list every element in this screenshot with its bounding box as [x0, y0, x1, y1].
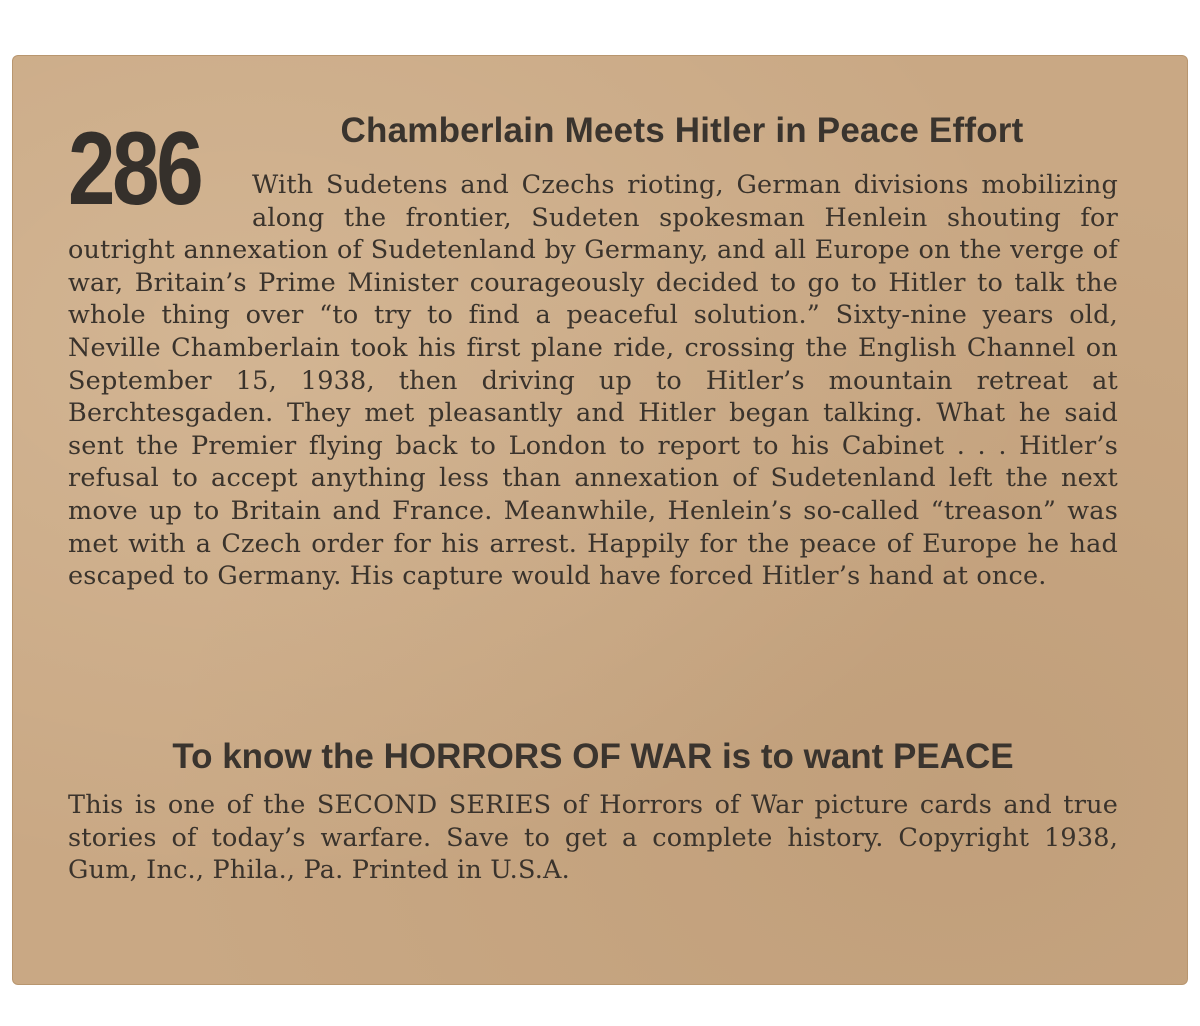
series-footer: This is one of the SECOND SERIES of Horrors of War picture cards and true stories of today’s warfare. Save to get a complete history. Copyright 1938, Gum, Inc., Phila., Pa. Printed in U.S.A.	[68, 790, 1118, 886]
slogan: To know the HORRORS OF WAR is to want PEACE	[172, 737, 1014, 776]
story-text: With Sudetens and Czechs rioting, German divisions mobilizing along the frontier, Sudeten spokesman Henlein shouting for outright annexation of Sudetenland by Germany, and all Europe on the verge of war, Britain’s Prime Minister courageously decided to go to Hitler to talk the whole thing over “to try to find a peaceful solution.” Sixty-nine years old, Neville Chamberlain took his first plane ride, crossing the English Channel on September 15, 1938, then driving up to Hitler’s mountain retreat at Berchtesgaden. They met pleasantly and Hitler began talking. What he said sent the Premier flying back to London to report to his Cabinet . . . Hitler’s refusal to accept anything less than annexation of Sudetenland left the next move up to Britain and France. Meanwhile, Henlein’s so-called “treason” was met with a Czech order for his arrest. Happily for the peace of Europe he had escaped to Germany. His capture would have forced Hitler’s hand at once.	[68, 170, 1118, 592]
trading-card-back	[12, 55, 1188, 985]
card-number: 286	[68, 111, 201, 227]
card-title: Chamberlain Meets Hitler in Peace Effort	[340, 111, 1024, 150]
